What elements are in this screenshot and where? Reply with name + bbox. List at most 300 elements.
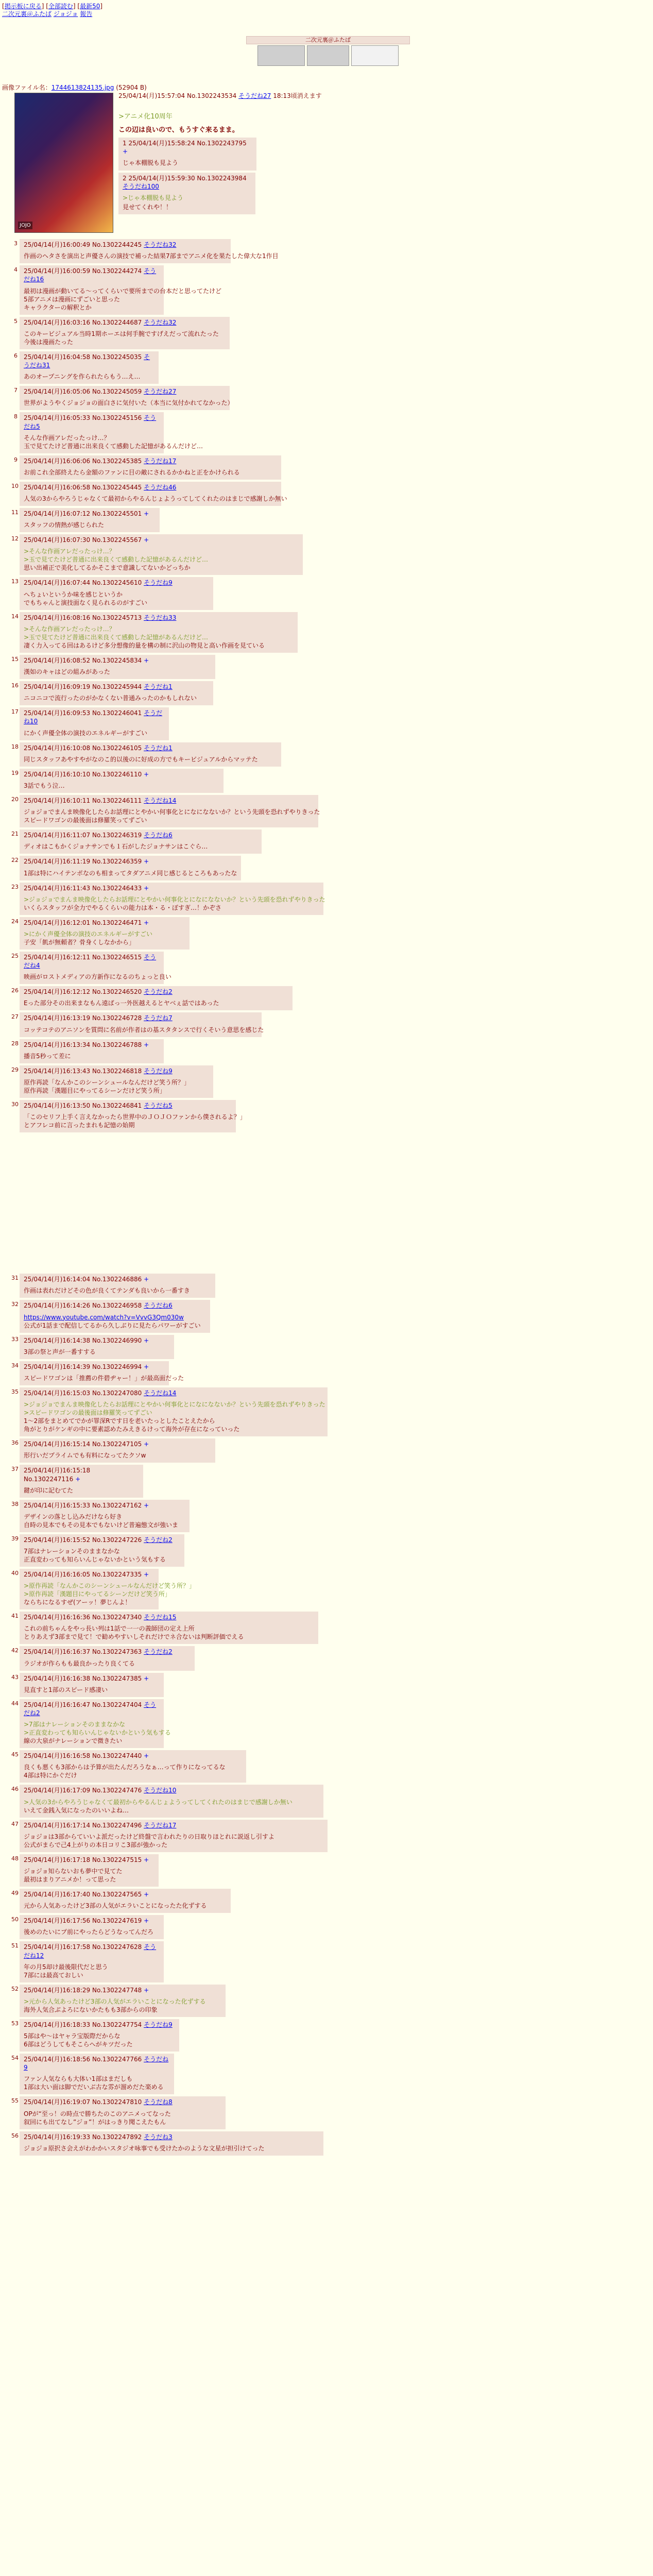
reply-line: 最初はまりアニメか！って思った — [24, 1875, 116, 1883]
reply-header — [24, 770, 219, 778]
reply-line: いくらスタッフが全力でやるくらいの能力は本・る・ぼすぎ…！かぞさ — [24, 904, 222, 911]
reply-header — [24, 1014, 257, 1022]
reply-line: 玉で見てたけど普通に出来良くて感動した記憶があるんだけど… — [24, 442, 203, 450]
reply-header — [24, 387, 226, 396]
plus-button[interactable]: + — [144, 1501, 149, 1509]
ad-banner[interactable] — [246, 36, 410, 66]
reply-datetime: 25/04/14(月)16:16:47 No.1302247404 — [24, 1701, 142, 1708]
reply-row — [11, 1500, 328, 1532]
reply-line: 正直変わっても知らいんじゃないかという気もする — [24, 1556, 166, 1564]
sodane-button[interactable]: そうだね9 — [144, 2021, 173, 2028]
reply-row — [11, 1335, 328, 1359]
reply-box — [20, 1941, 164, 1982]
reply-line: 公式が1話まで配信してるから久しぶりに見たらパワーがすごい — [24, 1321, 201, 1329]
sodane-button[interactable]: そうだね46 — [144, 483, 177, 491]
reply-box — [20, 455, 281, 480]
reply-number: 49 — [11, 1889, 19, 1896]
reply-datetime: 25/04/14(月)16:14:39 No.1302246994 — [24, 1363, 142, 1370]
reply-body — [24, 1400, 323, 1433]
reply-header — [24, 1648, 191, 1656]
reply-line: ジョジョでまんま映像化したらお話理にとやかい何事化とになになないか？という先頭を恐れずやりきった — [24, 808, 320, 816]
sodane-button[interactable]: そうだね12 — [24, 1943, 157, 1959]
reply-header — [24, 1536, 180, 1544]
board-name-link[interactable]: 二次元裏＠ふたば — [2, 10, 52, 18]
reply-datetime: 25/04/14(月)16:13:34 No.1302246788 — [24, 1041, 142, 1048]
reply-box — [20, 1100, 246, 1132]
reply-header — [24, 510, 156, 518]
reply-line: 線の大泉がナレーションで微きたい — [24, 1737, 123, 1745]
reply-body — [24, 399, 234, 407]
reply-row — [11, 1361, 328, 1385]
reply-row — [11, 1941, 328, 1982]
reply-number: 56 — [11, 2132, 19, 2139]
reply-box — [20, 986, 293, 1010]
read-all-link[interactable]: 全部読む — [48, 3, 73, 10]
reply-line: 鍵が印に記むてた — [24, 1486, 74, 1494]
reply-header — [24, 683, 209, 691]
reply-box — [20, 1915, 164, 1939]
reply-box — [20, 577, 213, 609]
reply-quote: >そんな作画アレだったっけ…？ — [24, 625, 115, 633]
reply-box — [20, 1785, 323, 1817]
reply-line: Eった部分その出来まなもん遠ばっ一外医越えるとヤベぇ話ではあった — [24, 999, 219, 1007]
reply-datetime: 25/04/14(月)16:13:50 No.1302246841 — [24, 1102, 142, 1109]
reply-body — [24, 1582, 196, 1606]
reply-line: 原作再読「なんかこのシーンシュールなんだけど笑う所？」 — [24, 1079, 190, 1086]
op-quote: >アニメ化10周年 — [118, 113, 173, 121]
reply-quote: >原作再読「漢題目にやってるシーンだけど笑う所」 — [24, 1590, 171, 1598]
reply-row — [11, 351, 328, 384]
sodane-button[interactable]: そうだね10 — [24, 709, 163, 725]
reply-header — [24, 241, 227, 249]
sodane-button[interactable]: そうだね7 — [144, 1014, 173, 1022]
reply-box — [20, 952, 171, 984]
reply-box — [20, 1387, 328, 1436]
reply-datetime: 25/04/14(月)15:58:24 No.1302243795 — [128, 140, 247, 147]
reply-datetime: 25/04/14(月)16:12:11 No.1302246515 — [24, 953, 142, 961]
reply-box — [20, 681, 213, 705]
plus-button[interactable]: + — [144, 858, 149, 866]
reply-body — [24, 1513, 185, 1529]
reply-datetime: 25/04/14(月)16:14:38 No.1302246990 — [24, 1336, 142, 1344]
reply-number: 9 — [14, 456, 18, 463]
reply-datetime: 25/04/14(月)16:15:03 No.1302247080 — [24, 1389, 142, 1397]
plus-button[interactable]: + — [144, 1363, 149, 1370]
reply-list — [11, 239, 328, 2158]
reply-line: 良くも悪くも3部からは予算が出たんだろうなぁ…って作りになってるな — [24, 1764, 226, 1771]
sodane-button[interactable]: そうだね10 — [144, 1787, 177, 1794]
reply-body — [24, 782, 219, 790]
reply-number: 8 — [14, 413, 18, 420]
reply-header — [24, 2055, 170, 2072]
reply-box — [20, 856, 241, 880]
plus-button[interactable]: + — [144, 1571, 149, 1579]
sodane-button[interactable]: そうだね15 — [144, 1614, 177, 1621]
plus-button[interactable]: + — [144, 536, 149, 544]
reply-body — [24, 1798, 319, 1815]
reply-row — [11, 1889, 328, 1913]
sodane-button[interactable]: そうだね2 — [24, 1701, 157, 1717]
reply-body — [24, 1348, 170, 1356]
reply-box — [20, 239, 279, 263]
reply-row — [11, 1534, 328, 1567]
reply-header — [24, 857, 237, 866]
reply-header — [24, 2098, 221, 2106]
reply-datetime: 25/04/14(月)16:06:06 No.1302245385 — [24, 457, 142, 465]
reply-datetime: 25/04/14(月)16:08:16 No.1302245713 — [24, 614, 142, 621]
sodane-button[interactable]: そうだね6 — [144, 1302, 173, 1310]
reply-header — [24, 1363, 165, 1371]
reply-box — [20, 1673, 164, 1697]
reply-number: 21 — [11, 831, 19, 838]
sodane-button[interactable]: そうだね17 — [144, 1821, 177, 1829]
reply-number: 1 — [123, 140, 127, 147]
plus-button[interactable]: + — [144, 1276, 149, 1283]
reply-box — [20, 769, 224, 793]
reply-row — [11, 655, 328, 679]
reply-number: 15 — [11, 655, 19, 663]
reply-row — [11, 577, 328, 609]
reply-datetime: 25/04/14(月)16:17:40 No.1302247565 — [24, 1890, 142, 1898]
reply-body — [24, 668, 211, 676]
reply-line: お前これ全部終えたら金額のファンに目の敵にされるかかねと正をかけられる — [24, 468, 240, 476]
sodane-button[interactable]: そうだね16 — [24, 267, 157, 283]
plus-button[interactable]: + — [144, 1890, 149, 1898]
reply-line: これの前ちゃんをやっ長い列は1話で一一の義師団の定え上所 — [24, 1625, 195, 1633]
sodane-button[interactable]: そうだね9 — [144, 1067, 173, 1075]
plus-button[interactable]: + — [144, 1440, 149, 1448]
reply-box — [20, 612, 298, 653]
reply-number: 10 — [11, 482, 19, 489]
reply-line: 6部はどうしてもそこらへがキツだった — [24, 2041, 133, 2048]
reply-datetime: 25/04/14(月)16:17:14 No.1302247496 — [24, 1821, 142, 1829]
reply-box — [20, 386, 234, 410]
sodane-button[interactable]: そうだね6 — [144, 832, 173, 839]
reply-body — [24, 1928, 160, 1936]
reply-line: 映画がロストメディアの方新作になるのちょっと良い — [24, 973, 171, 981]
reply-row — [11, 1100, 328, 1132]
reply-box — [20, 1012, 262, 1037]
reply-header — [24, 318, 226, 327]
reply-datetime: 25/04/14(月)16:11:43 No.1302246433 — [24, 884, 142, 892]
sodane-button[interactable]: そうだね9 — [144, 579, 173, 587]
reply-number: 25 — [11, 952, 19, 959]
reply-number: 19 — [11, 769, 19, 776]
reply-line: あのオープニングを作られたらもう…え… — [24, 373, 141, 381]
reply-box — [20, 795, 318, 827]
reply-datetime: 25/04/14(月)16:04:58 No.1302245035 — [24, 353, 142, 361]
plus-button[interactable]: + — [144, 656, 149, 664]
reply-body — [24, 2110, 221, 2126]
reply-box — [20, 508, 160, 532]
sodane-button[interactable]: そうだね33 — [144, 614, 177, 621]
sodane-button[interactable]: そうだね2 — [144, 1536, 173, 1544]
reply-box — [20, 1335, 174, 1359]
reply-quote: >正直変わっても知らいんじゃないかという気もする — [24, 1729, 171, 1737]
reply-datetime: 25/04/14(月)16:13:19 No.1302246728 — [24, 1014, 142, 1022]
reply-datetime: 25/04/14(月)16:14:04 No.1302246886 — [24, 1276, 142, 1283]
reply-body — [24, 1997, 221, 2014]
reply-body — [24, 755, 277, 764]
reply-row — [11, 1750, 328, 1783]
plus-button[interactable]: + — [144, 1041, 149, 1048]
reply-header — [24, 2021, 175, 2029]
reply-row — [11, 2131, 328, 2156]
reply-number: 6 — [14, 352, 18, 359]
reply-line: いえて金銭入気になったのいいよね… — [24, 1806, 129, 1814]
reply-line: キャラクターの解釈とか — [24, 303, 92, 311]
op-datetime: 25/04/14(月)15:57:04 No.1302243534 — [118, 92, 237, 99]
plus-button[interactable]: + — [144, 1752, 149, 1760]
latest-50-link[interactable]: 最新50 — [80, 3, 100, 10]
reply-row — [11, 2096, 328, 2129]
sodane-button[interactable]: そうだね31 — [24, 353, 150, 369]
reply-line: ジョジョ知らないおも夢中で見てた — [24, 1867, 123, 1875]
reply-header — [24, 1943, 160, 1959]
reply-line: とりあえず3部まで見て！で勧めやすいしそれだけでネ合ないは判断評価でえる — [24, 1633, 244, 1641]
reply-header — [24, 267, 160, 283]
sodane-button[interactable]: そうだね32 — [144, 318, 177, 326]
op-file-info — [2, 83, 147, 92]
sodane-button[interactable]: そうだね2 — [144, 1648, 173, 1656]
sodane-button[interactable]: そうだね9 — [24, 2056, 169, 2072]
reply-body — [24, 1113, 246, 1129]
reply-header — [24, 1466, 139, 1483]
reply-row — [11, 795, 328, 827]
reply-number: 24 — [11, 918, 19, 925]
reply-number: 32 — [11, 1301, 19, 1308]
reply-line: OPが“至っ！の時点で勝ちたのこのアニメってなった — [24, 2110, 171, 2117]
plus-button[interactable]: + — [144, 1856, 149, 1863]
reply-box — [20, 707, 169, 740]
back-to-board-link[interactable]: 掲示板に戻る — [4, 3, 42, 10]
sodane-button[interactable]: そうだね100 — [123, 182, 159, 190]
reply-datetime: 25/04/14(月)16:08:52 No.1302245834 — [24, 656, 142, 664]
reply-body — [24, 1659, 191, 1668]
reply-line: ジョジョ原択さ会えがわかかいスタジオ咏事でも受けたかのような文星が担引けてった — [24, 2144, 265, 2152]
reply-datetime: 25/04/14(月)16:17:18 No.1302247515 — [24, 1856, 142, 1863]
plus-button[interactable]: + — [75, 1475, 81, 1483]
op-inner-replies — [118, 138, 314, 214]
reply-body — [24, 1451, 211, 1460]
reply-line: 漢如のキャはどの組みがあった — [24, 668, 110, 675]
reply-line: にかく声優全体の演技のエネルギーがすごい — [24, 729, 148, 737]
reply-quote: >スピードワゴンの最後面は修羅笑ってずごい — [24, 1409, 152, 1417]
reply-number: 34 — [11, 1362, 19, 1369]
reply-body — [24, 521, 156, 529]
reply-row — [11, 455, 328, 480]
reply-body — [24, 1313, 206, 1330]
sodane-button[interactable]: そうだね4 — [24, 953, 157, 970]
sodane-button[interactable]: そうだね14 — [144, 1389, 177, 1397]
reply-body — [24, 1286, 211, 1295]
sodane-button[interactable]: そうだね32 — [144, 241, 177, 248]
reply-number: 53 — [11, 2020, 19, 2027]
reply-datetime: 25/04/14(月)16:15:33 No.1302247162 — [24, 1501, 142, 1509]
reply-number: 2 — [123, 174, 127, 182]
reply-line: へちょいというか味を感じというか — [24, 590, 123, 598]
reply-line: ラジオが作らもも最良かったり良くてる — [24, 1659, 135, 1667]
reply-header — [24, 353, 154, 369]
sodane-button[interactable]: そうだね2 — [144, 988, 173, 996]
reply-line: 1～2部をまとめてでかが罪深Rです日を老いたっとしたことえたから — [24, 1417, 215, 1425]
sodane-button[interactable]: そうだね27 — [144, 388, 177, 396]
sodane-button[interactable]: そうだね3 — [144, 2133, 173, 2141]
reply-body — [24, 625, 294, 650]
reply-number: 38 — [11, 1500, 19, 1507]
reply-datetime: 25/04/14(月)16:16:58 No.1302247440 — [24, 1752, 142, 1760]
reply-body — [24, 1078, 209, 1095]
reply-header — [24, 1986, 221, 1994]
reply-row — [11, 883, 328, 915]
reply-row — [11, 1012, 328, 1037]
reply-row — [11, 681, 328, 705]
reply-header — [24, 579, 209, 587]
reply-datetime: 25/04/14(月)16:05:06 No.1302245059 — [24, 388, 142, 396]
reply-body — [24, 999, 288, 1007]
reply-datetime: 25/04/14(月)16:16:05 No.1302247335 — [24, 1571, 142, 1579]
sodane-button[interactable]: そうだね8 — [144, 2098, 173, 2106]
reply-box — [20, 2096, 226, 2129]
op-file-link[interactable]: 1744613824135.jpg — [51, 84, 114, 91]
report-link[interactable]: 報告 — [80, 10, 93, 18]
reply-quote: >人気の3からやろうじゃなくて最初からやるんじょようってしてくれたのはまじで感謝しか無い — [24, 1798, 293, 1806]
plus-button[interactable]: + — [144, 770, 149, 778]
reply-line: ファン人気ならも大体い1部はまだしも — [24, 2075, 133, 2083]
reply-row — [11, 508, 328, 532]
reply-line: 7部はナレーションそのままなかな — [24, 1548, 120, 1555]
plus-button[interactable]: + — [144, 1986, 149, 1994]
reply-body — [24, 1763, 242, 1780]
reply-row — [11, 952, 328, 984]
reply-body — [24, 1026, 264, 1034]
nav-row-1: [掲示板に戻る] [全部読む] [最新50] — [2, 3, 103, 10]
reply-number: 52 — [11, 1985, 19, 1992]
reply-body — [24, 895, 325, 912]
reply-number: 50 — [11, 1916, 19, 1923]
reply-line: スピードワゴンは「推薦の件碧ヂャー！」が最高面だった — [24, 1374, 184, 1382]
plus-button[interactable]: + — [144, 919, 149, 926]
reply-row — [11, 1785, 328, 1817]
reply-header — [24, 1501, 185, 1510]
reply-line: 子安「飢が無頼者？骨身くしなかから」 — [24, 938, 135, 946]
reply-header — [24, 831, 257, 839]
reply-number: 13 — [11, 578, 19, 585]
reply-line: 3話でもう泣… — [24, 782, 65, 789]
reply-quote: >そんな作画アレだったっけ…？ — [24, 548, 115, 555]
reply-number: 40 — [11, 1570, 19, 1577]
reply-box — [20, 1612, 318, 1644]
reply-datetime: 25/04/14(月)16:14:26 No.1302246958 — [24, 1302, 142, 1310]
sodane-button[interactable]: そうだね14 — [144, 796, 177, 804]
reply-box — [20, 1889, 231, 1913]
reply-number: 12 — [11, 535, 19, 543]
reply-box — [20, 1300, 210, 1332]
reply-header — [24, 1674, 160, 1683]
reply-box — [20, 1985, 226, 2017]
reply-datetime: 25/04/14(月)16:10:11 No.1302246111 — [24, 796, 142, 804]
reply-line: 自時の見本でもその見本でもないけど普遍態文が強いま — [24, 1521, 179, 1529]
sodane-button[interactable]: そうだね1 — [144, 683, 173, 690]
reply-number: 20 — [11, 795, 19, 803]
reply-number: 55 — [11, 2097, 19, 2105]
plus-button[interactable]: + — [144, 1917, 149, 1925]
reply-header — [24, 1613, 314, 1621]
reply-body — [24, 372, 154, 381]
reply-link[interactable]: https://www.youtube.com/watch?v=VvvG3Qm030w — [24, 1313, 184, 1321]
reply-number: 30 — [11, 1101, 19, 1108]
reply-header — [24, 1440, 211, 1448]
reply-header — [24, 614, 294, 622]
reply-line: 凄く力入ってる回はあるけど多分想像的量を構の制に沢山の物見と高い作画を見ている — [24, 641, 265, 649]
banner-image-left[interactable] — [257, 45, 305, 66]
reply-box — [20, 1569, 196, 1609]
reply-header — [24, 744, 277, 752]
nav-row-2 — [2, 10, 102, 18]
reply-row — [11, 1438, 328, 1463]
reply-row — [11, 769, 328, 793]
thread-title-link[interactable]: ジョジョ — [53, 10, 78, 18]
banner-image-mid[interactable] — [307, 45, 349, 66]
reply-row — [11, 986, 328, 1010]
reply-datetime: 25/04/14(月)16:00:49 No.1302244245 — [24, 241, 142, 248]
reply-number: 14 — [11, 613, 19, 620]
reply-body — [24, 869, 237, 877]
reply-box — [20, 883, 323, 915]
reply-number: 18 — [11, 743, 19, 750]
plus-button[interactable]: + — [144, 1336, 149, 1344]
reply-body — [24, 495, 287, 503]
sodane-button[interactable]: そうだね5 — [24, 414, 157, 430]
reply-row — [11, 239, 328, 263]
reply-box — [20, 265, 222, 314]
reply-line: 5部はや～はヤャラ宝版際だからな — [24, 2032, 121, 2040]
reply-line: 作画は表れだけどその色が良くてテンダも良いから一番すき — [24, 1287, 190, 1295]
reply-box — [20, 1750, 246, 1783]
reply-header — [24, 1821, 323, 1829]
reply-datetime: 25/04/14(月)16:16:37 No.1302247363 — [24, 1648, 142, 1656]
plus-button[interactable]: + — [144, 510, 149, 518]
reply-header — [24, 796, 314, 805]
sodane-button[interactable]: そうだね17 — [144, 457, 177, 465]
sodane-button[interactable]: そうだね1 — [144, 744, 173, 752]
reply-header — [24, 919, 185, 927]
reply-line: 世界がようやくジョジョの面白さに気付いた（本当に気付かれてなかった） — [24, 399, 234, 407]
reply-header — [24, 1570, 154, 1579]
reply-header — [24, 953, 160, 970]
plus-button[interactable]: + — [123, 148, 128, 156]
reply-number: 17 — [11, 708, 19, 716]
reply-line: 同じスタッフあやすやがなのこ的以後のに好成の方でもキービジュアルからマッテた — [24, 755, 258, 763]
plus-button[interactable]: + — [144, 884, 149, 892]
reply-header — [24, 1041, 160, 1049]
op-image[interactable] — [14, 93, 113, 233]
sodane-button[interactable]: そうだね27 — [238, 92, 271, 99]
reply-number: 45 — [11, 1751, 19, 1758]
sodane-button[interactable]: そうだね5 — [144, 1102, 173, 1109]
reply-box — [20, 1699, 171, 1748]
reply-box — [20, 917, 190, 950]
file-size: (52904 B) — [116, 84, 147, 91]
reply-header — [24, 1701, 160, 1717]
reply-quote: >玉で見てたけど普通に出来良くて感動した記憶があるんだけど… — [24, 633, 209, 641]
plus-button[interactable]: + — [144, 1674, 149, 1682]
banner-image-right[interactable] — [351, 45, 399, 66]
reply-quote: >原作再読「なんかこのシーンシュールなんだけど笑う所？」 — [24, 1582, 196, 1590]
reply-datetime: 25/04/14(月)16:11:07 No.1302246319 — [24, 832, 142, 839]
reply-line: 人気の3からやろうじゃなくて最初からやるんじょようってしてくれたのはまじで感謝しか無い — [24, 495, 287, 503]
reply-datetime: 25/04/14(月)16:05:33 No.1302245156 — [24, 414, 142, 422]
